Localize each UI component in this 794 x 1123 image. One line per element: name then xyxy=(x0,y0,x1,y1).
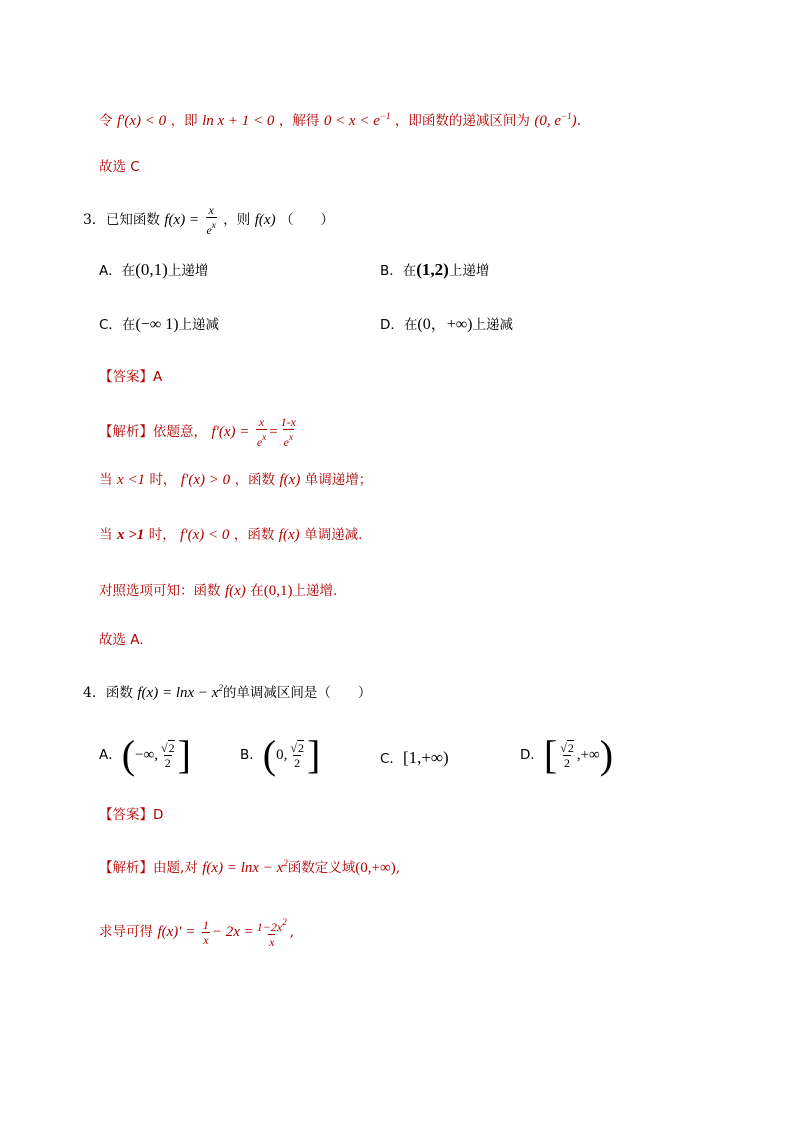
math-derivative: f(x)′ = xyxy=(157,924,196,940)
text: 时， xyxy=(148,527,176,543)
numerator: x xyxy=(208,203,214,217)
option-label: C．在 xyxy=(99,317,136,333)
q4-option-c xyxy=(380,747,449,768)
numerator xyxy=(256,915,288,934)
math-derivative-sign: f′(x) < 0 xyxy=(180,527,230,543)
option-text: 上递增 xyxy=(448,263,490,279)
right-bracket: ] xyxy=(177,732,191,777)
q3-option-b xyxy=(380,260,489,281)
math-function: f(x) xyxy=(224,583,246,599)
q4-option-a xyxy=(99,732,191,777)
text: 当 xyxy=(99,527,113,543)
text: 已知函数 xyxy=(105,212,160,228)
text: 单调递减. xyxy=(304,527,363,543)
text: 令 xyxy=(99,113,113,129)
q4-option-d xyxy=(520,732,614,777)
analysis-tag: 【解析】 xyxy=(99,424,153,440)
math-range: 0 < x < e xyxy=(323,113,380,129)
q3-analysis-line-2 xyxy=(99,525,362,545)
q4-analysis-line-2 xyxy=(99,915,294,949)
math-interval: (0,1) xyxy=(263,583,293,599)
numerator-base: 1−2x xyxy=(256,920,283,934)
text: 在 xyxy=(250,583,264,599)
math-value: −∞, xyxy=(135,747,158,763)
option-text: 上递减 xyxy=(472,317,513,333)
text: , xyxy=(395,860,401,876)
right-bracket: ) xyxy=(599,732,614,777)
math-interval: (0, e xyxy=(534,113,562,129)
option-text: 上递减 xyxy=(178,317,220,333)
q4-option-b xyxy=(240,732,321,777)
text: ，解得 xyxy=(278,113,320,129)
math-condition: x >1 xyxy=(116,527,145,543)
text: 依题意， xyxy=(153,424,207,440)
q3-answer xyxy=(99,367,162,387)
math-fraction xyxy=(256,415,267,449)
option-label: A．在 xyxy=(99,263,136,279)
math-function: f(x) xyxy=(278,527,300,543)
question-number: 3． xyxy=(83,212,106,228)
answer-value: A xyxy=(153,369,163,385)
text: 函数 xyxy=(105,685,133,701)
text: 对照选项可知：函数 xyxy=(99,583,221,599)
math-exponent: −1 xyxy=(561,111,572,121)
text: ，函数 xyxy=(234,472,276,488)
math-derivative: f′(x) = xyxy=(211,424,250,440)
text: , xyxy=(289,924,295,940)
denominator: 2 xyxy=(164,755,171,770)
denominator-base: e xyxy=(283,435,289,449)
text: 单调递增； xyxy=(304,472,373,488)
denominator-exponent: x xyxy=(211,220,216,230)
math-interval-close: ) xyxy=(571,113,577,129)
math-value: 0, xyxy=(276,747,288,763)
denominator-base: e xyxy=(206,223,212,237)
math-fraction xyxy=(559,741,575,770)
left-bracket: ( xyxy=(262,732,277,777)
option-label: D． xyxy=(520,747,544,763)
numerator: √2 xyxy=(560,740,574,755)
q3-option-d xyxy=(380,315,513,335)
question-3-stem xyxy=(83,203,334,237)
math-condition: x <1 xyxy=(116,472,145,488)
text: 函数定义域 xyxy=(287,860,356,876)
equals: = xyxy=(269,424,278,440)
math-function: f(x) = lnx − x xyxy=(137,685,219,701)
text: ，函数 xyxy=(233,527,275,543)
math-function: f(x) xyxy=(279,472,301,488)
left-bracket: [ xyxy=(543,732,558,777)
math-derivative-sign: f′(x) > 0 xyxy=(180,472,231,488)
answer-value: D xyxy=(153,807,164,823)
option-label: D．在 xyxy=(380,317,418,333)
math-expression: − 2x = xyxy=(211,924,254,940)
radicand: 2 xyxy=(297,740,304,755)
numerator-exponent: 2 xyxy=(282,917,287,927)
numerator: √2 xyxy=(160,740,175,755)
q3-option-c xyxy=(99,315,219,335)
math-fraction xyxy=(160,741,176,770)
denominator: 2 xyxy=(564,755,571,770)
math-derivative-inequality: f′(x) < 0 xyxy=(116,113,167,129)
math-interval: (0,1) xyxy=(135,260,168,279)
option-label: A． xyxy=(99,747,122,763)
denominator: 2 xyxy=(294,755,301,770)
denominator-exponent: x xyxy=(262,432,267,442)
q3-analysis xyxy=(99,415,299,449)
denominator xyxy=(206,217,217,237)
denominator xyxy=(283,429,294,449)
denominator: x xyxy=(269,935,275,949)
option-label: B．在 xyxy=(380,263,417,279)
answer-tag: 【答案】 xyxy=(99,807,153,823)
solution-line-decreasing-interval xyxy=(99,106,581,131)
math-fraction xyxy=(202,918,210,947)
math-fraction xyxy=(256,915,288,949)
math-interval: (0，+∞) xyxy=(417,316,473,333)
math-interval: (0,+∞) xyxy=(355,860,396,876)
math-value: ,+∞ xyxy=(576,747,600,763)
text: ，即 xyxy=(170,113,198,129)
math-interval: [1,+∞) xyxy=(402,748,449,767)
text: 上递增. xyxy=(292,583,338,599)
text: ，即函数的递减区间为 xyxy=(394,113,530,129)
math-function: f(x) = lnx − x xyxy=(202,860,284,876)
choose-a-line: 故选 A. xyxy=(99,632,144,648)
answer-blank: （ ） xyxy=(280,212,335,228)
option-text: 上递增 xyxy=(167,263,209,279)
denominator: x xyxy=(203,932,209,947)
numerator: √2 xyxy=(290,740,304,755)
text: 当 xyxy=(99,472,113,488)
question-number: 4． xyxy=(83,685,106,701)
numerator: x xyxy=(258,415,265,429)
q3-analysis-line-3 xyxy=(99,581,337,601)
text: 时， xyxy=(149,472,177,488)
q4-analysis-line-1 xyxy=(99,853,400,878)
question-4-stem xyxy=(83,678,371,703)
text: 的单调减区间是（ ） xyxy=(222,685,372,701)
analysis-tag: 【解析】 xyxy=(99,860,153,876)
q3-analysis-line-1 xyxy=(99,470,372,490)
math-exponent: 2 xyxy=(283,858,288,868)
option-label: B． xyxy=(240,747,263,763)
text: ，则 xyxy=(223,212,251,228)
radicand: 2 xyxy=(567,740,574,755)
text: . xyxy=(576,113,582,129)
numerator: 1 xyxy=(202,917,209,932)
math-fraction xyxy=(206,203,217,237)
text: 求导可得 xyxy=(99,924,153,940)
math-function: f(x) = xyxy=(164,212,200,228)
math-exponent: 2 xyxy=(218,683,223,693)
denominator xyxy=(256,429,267,449)
math-fraction xyxy=(280,415,297,449)
left-bracket: ( xyxy=(121,732,136,777)
radicand: 2 xyxy=(168,740,175,755)
math-fraction xyxy=(289,741,305,770)
math-interval: (1,2) xyxy=(416,260,449,279)
text: 由题,对 xyxy=(153,860,198,876)
option-label: C． xyxy=(380,751,403,767)
denominator-base: e xyxy=(256,435,263,449)
math-exponent: −1 xyxy=(379,111,391,121)
math-log-inequality: ln x + 1 < 0 xyxy=(202,113,275,129)
q3-option-a xyxy=(99,260,208,281)
math-interval: (−∞ 1) xyxy=(135,316,179,333)
numerator: 1-x xyxy=(280,415,296,429)
math-function: f(x) xyxy=(254,212,276,228)
q4-answer xyxy=(99,805,163,825)
denominator-exponent: x xyxy=(289,432,293,442)
choose-c-line: 故选 C xyxy=(99,159,140,175)
right-bracket: ] xyxy=(306,732,321,777)
answer-tag: 【答案】 xyxy=(99,369,153,385)
